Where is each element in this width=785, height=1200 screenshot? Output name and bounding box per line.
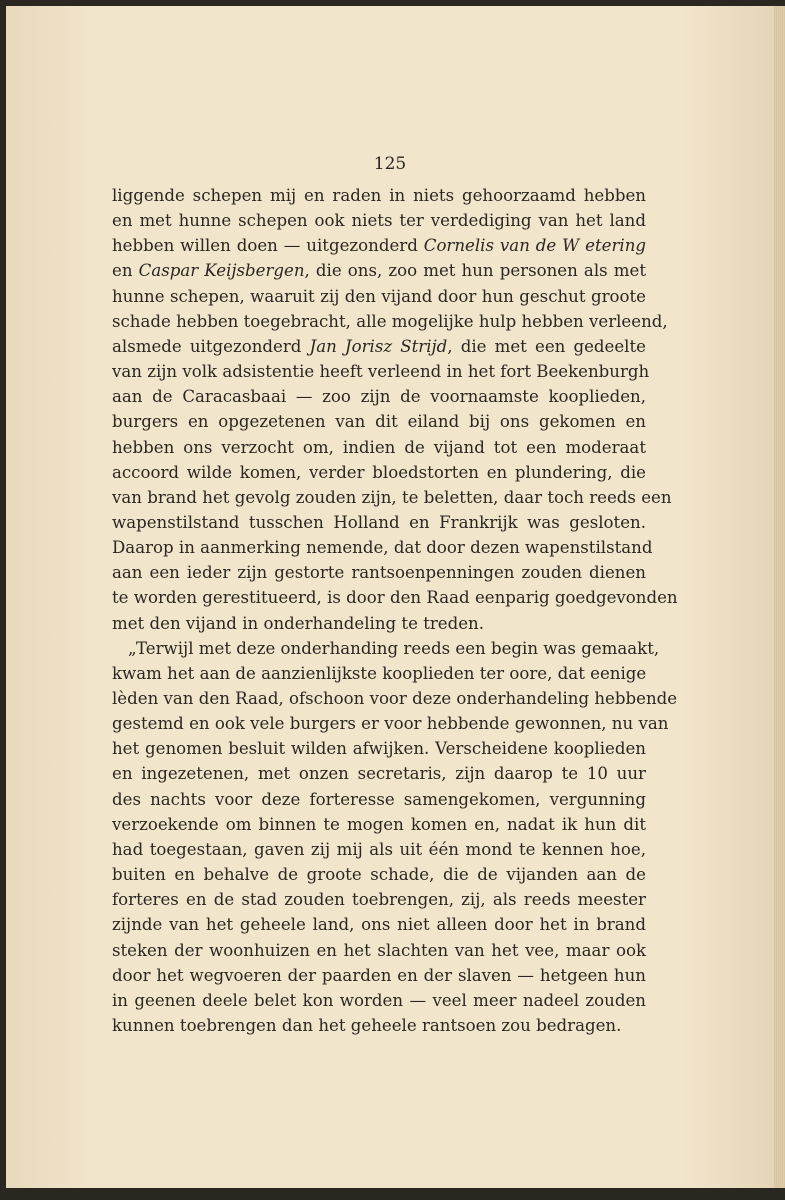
text-line: met den vijand in onderhandeling te treden. xyxy=(112,613,485,633)
text-line xyxy=(112,261,646,281)
text-line xyxy=(112,236,646,256)
text-line: zijnde van het geheele land, ons niet alleen door het in brand xyxy=(112,915,646,935)
text-line: lèden van den Raad, ofschoon voor deze onderhandeling hebbende xyxy=(112,689,678,708)
page-number: 125 xyxy=(373,154,407,174)
page-edge xyxy=(774,6,785,1188)
text-line: had toegestaan, gaven zij mij als uit één mond te kennen hoe, xyxy=(112,839,646,859)
text-line: burgers en opgezetenen van dit eiland bij ons gekomen en xyxy=(112,412,646,432)
text-line: in geenen deele belet kon worden — veel meer nadeel zouden xyxy=(112,990,646,1010)
text-line: des nachts voor deze forteresse samengekomen, vergunning xyxy=(112,789,646,809)
text-line xyxy=(112,337,646,357)
text-line: door het wegvoeren der paarden en der slaven — hetgeen hun xyxy=(112,965,646,985)
text-segment: , die met een gedeelte xyxy=(447,336,646,356)
text-line: en met hunne schepen ook niets ter verdediging van het land xyxy=(112,211,646,231)
book-page xyxy=(6,6,774,1188)
text-line: schade hebben toegebracht, alle mogelijke hulp hebben verleend, xyxy=(112,311,668,331)
text-line: kunnen toebrengen dan het geheele rantsoen zou bedragen. xyxy=(112,1015,622,1035)
text-line: wapenstilstand tusschen Holland en Frankrijk was gesloten. xyxy=(112,512,646,532)
text-line: buiten en behalve de groote schade, die de vijanden aan de xyxy=(112,865,646,884)
text-line: en ingezetenen, met onzen secretaris, zijn daarop te 10 uur xyxy=(112,764,646,784)
text-segment: en xyxy=(112,261,139,281)
text-line: hebben ons verzocht om, indien de vijand tot een moderaat xyxy=(112,437,646,457)
text-line: kwam het aan de aanzienlijkste kooplieden ter oore, dat eenige xyxy=(112,663,647,683)
text-line: te worden gerestitueerd, is door den Raad eenparig goedgevonden xyxy=(112,588,678,608)
text-line: van zijn volk adsistentie heeft verleend in het fort Beekenburgh xyxy=(112,362,650,381)
text-line: verzoekende om binnen te mogen komen en, nadat ik hun dit xyxy=(112,814,646,834)
text-line: accoord wilde komen, verder bloedstorten en plundering, die xyxy=(112,462,646,482)
text-line: liggende schepen mij en raden in niets gehoorzaamd hebben xyxy=(112,186,646,205)
text-line: het genomen besluit wilden afwijken. Verscheidene kooplieden xyxy=(112,739,646,759)
text-line: steken der woonhuizen en het slachten van het vee, maar ook xyxy=(112,940,646,960)
text-line: forteres en de stad zouden toebrengen, zij, als reeds meester xyxy=(112,890,646,910)
italic-name: Jan Jorisz Strijd xyxy=(309,336,448,356)
text-line: „Terwijl met deze onderhanding reeds een begin was gemaakt, xyxy=(128,638,660,658)
text-line: Daarop in aanmerking nemende, dat door dezen wapenstilstand xyxy=(112,538,653,558)
text-segment: , die ons, zoo met hun personen als met xyxy=(304,261,646,281)
italic-name: Cornelis van de W etering xyxy=(423,236,647,256)
text-line: van brand het gevolg zouden zijn, te beletten, daar toch reeds een xyxy=(112,487,672,507)
text-line: aan de Caracasbaai — zoo zijn de voornaamste kooplieden, xyxy=(112,387,646,407)
text-line: aan een ieder zijn gestorte rantsoenpenningen zouden dienen xyxy=(112,563,646,583)
italic-name: Caspar Keijsbergen xyxy=(138,261,305,281)
text-segment: hebben willen doen — uitgezonderd xyxy=(112,236,424,256)
text-line: hunne schepen, waaruit zij den vijand door hun geschut groote xyxy=(112,286,646,306)
text-line: gestemd en ook vele burgers er voor hebbende gewonnen, nu van xyxy=(112,714,669,734)
text-segment: alsmede uitgezonderd xyxy=(112,336,310,356)
